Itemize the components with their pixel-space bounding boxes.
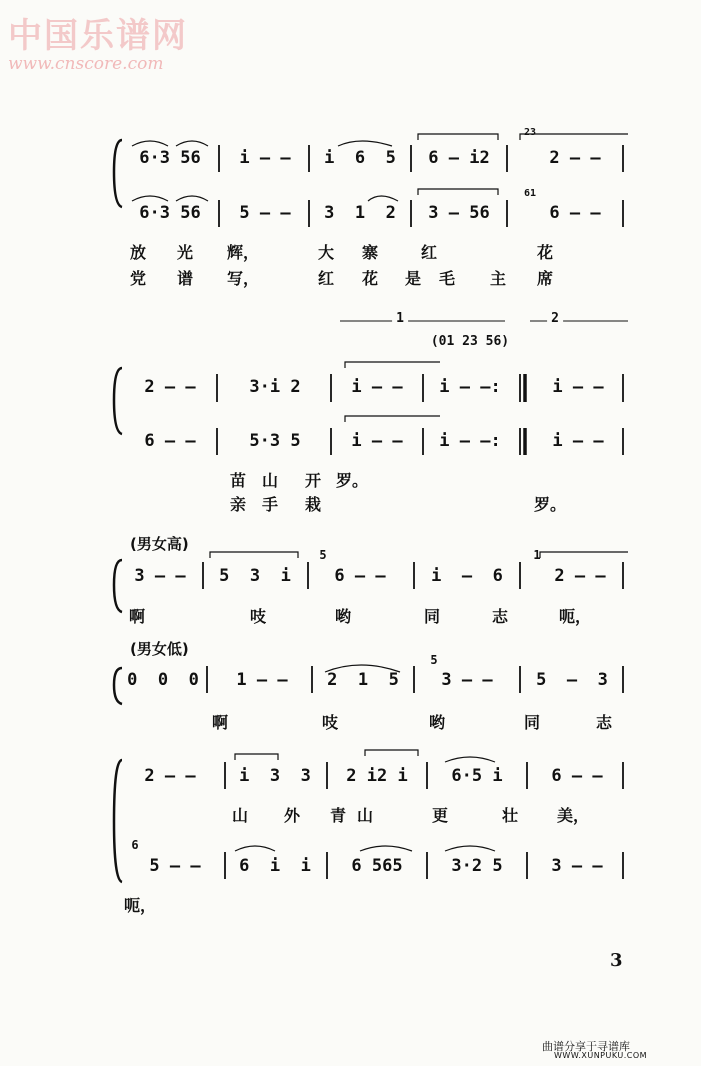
watermark-url: www.cnscore.com [8, 54, 164, 74]
measure: 2 — — [144, 766, 196, 786]
measure: 3 — — [551, 856, 603, 876]
measure: i 6 5 [324, 148, 396, 168]
measure: 2 — — [549, 148, 601, 168]
measure: i — 6 [431, 566, 503, 586]
lyric: 吱 [321, 713, 339, 732]
lyric: 花 [536, 243, 554, 262]
measure: 5·3 5 [249, 431, 301, 451]
measure: 2 — — [144, 377, 196, 397]
measure: 3 — — [441, 670, 493, 690]
lyric: 山 [231, 806, 249, 825]
grace-note: 23 [523, 127, 537, 138]
lyric: 亲 [229, 495, 247, 514]
measure: i — — [351, 431, 403, 451]
lyric: 是 [404, 269, 422, 288]
lyric: 放 [129, 243, 147, 262]
lyric: 栽 [304, 495, 322, 514]
measure: 6 — — [549, 203, 601, 223]
measure: 6 — i2 [428, 148, 490, 168]
lyric: 写， [226, 269, 260, 288]
lyric: 山 [261, 471, 279, 490]
lyric: 山 [356, 806, 374, 825]
pickup-notes: (01 23 56) [430, 334, 510, 349]
lyric: 美， [556, 806, 590, 825]
part-label-high: (男女高) [130, 535, 189, 553]
lyric: 手 [261, 495, 279, 514]
measure: 6 i i [239, 856, 311, 876]
lyric: 席 [536, 269, 554, 288]
lyric: 志 [595, 713, 613, 732]
grace-note: 6 [131, 838, 139, 852]
measure: 5 3 i [219, 566, 291, 586]
measure: i — —: [439, 431, 501, 451]
measure: 3 — — [134, 566, 186, 586]
lyric: 吱 [249, 607, 267, 626]
measure: 2 1 5 [327, 670, 399, 690]
lyric: 开 [304, 471, 322, 490]
measure: 6·5 i [451, 766, 503, 786]
part-label-low: (男女低) [130, 640, 189, 658]
measure: 3·2 5 [451, 856, 503, 876]
lyric: 同 [523, 713, 541, 732]
lyric: 志 [491, 607, 509, 626]
lyric: 哟 [334, 607, 352, 626]
measure: i 3 3 [239, 766, 311, 786]
lyric: 外 [283, 806, 301, 825]
measure: 2 — — [554, 566, 606, 586]
lyric: 大 [317, 243, 335, 262]
measure: 5 — — [149, 856, 201, 876]
measure: 5 — 3 [536, 670, 608, 690]
measure: i — — [552, 377, 604, 397]
lyric: 花 [361, 269, 379, 288]
lyric: 主 [489, 269, 507, 288]
lyric: 红 [420, 243, 438, 262]
lyric: 寨 [361, 243, 379, 262]
measure: 3 1 2 [324, 203, 396, 223]
measure: 1 — — [236, 670, 288, 690]
page-number: 3 [610, 950, 623, 971]
measure: 3·i 2 [249, 377, 301, 397]
footer-url: WWW.XUNPUKU.COM [554, 1051, 648, 1060]
lyric: 壮 [501, 806, 519, 825]
measure: i — — [552, 431, 604, 451]
lyric: 谱 [176, 269, 194, 288]
measure: 6·3 56 [139, 203, 201, 223]
lyric: 辉， [226, 243, 260, 262]
grace-note: 61 [523, 188, 537, 199]
lyric: 光 [176, 243, 194, 262]
lyric: 啊 [211, 713, 229, 732]
measure: 6 565 [351, 856, 403, 876]
lyric: 呃， [558, 607, 592, 626]
lyric: 罗。 [335, 471, 369, 490]
lyric: 同 [423, 607, 441, 626]
grace-note: 5 [430, 653, 438, 667]
measure: 6·3 56 [139, 148, 201, 168]
measure: 6 — — [334, 566, 386, 586]
measure: i — — [351, 377, 403, 397]
measure: 6 — — [144, 431, 196, 451]
watermark-logo: 中国乐谱网 [8, 16, 188, 56]
lyric: 哟 [428, 713, 446, 732]
lyric: 呃， [123, 896, 157, 915]
lyric: 党 [129, 269, 147, 288]
measure: i — —: [439, 377, 501, 397]
volta-2-label: 2 [547, 311, 563, 326]
measure: 5 — — [239, 203, 291, 223]
footer-text: 曲谱分享于寻谱库 [542, 1040, 630, 1053]
measure: 6 — — [551, 766, 603, 786]
volta-1-label: 1 [392, 311, 408, 326]
lyric: 青 [329, 806, 347, 825]
lyric: 更 [431, 806, 449, 825]
lyric: 罗。 [533, 495, 567, 514]
lyric: 苗 [229, 471, 247, 490]
lyric: 毛 [438, 269, 456, 288]
measure: 2 i2 i [346, 766, 408, 786]
measure: i — — [239, 148, 291, 168]
grace-note: 1 [533, 548, 541, 562]
measure: 3 — 56 [428, 203, 490, 223]
lyric: 红 [317, 269, 335, 288]
lyric: 啊 [128, 607, 146, 626]
measure: 0 0 0 [127, 670, 199, 690]
grace-note: 5 [319, 548, 327, 562]
